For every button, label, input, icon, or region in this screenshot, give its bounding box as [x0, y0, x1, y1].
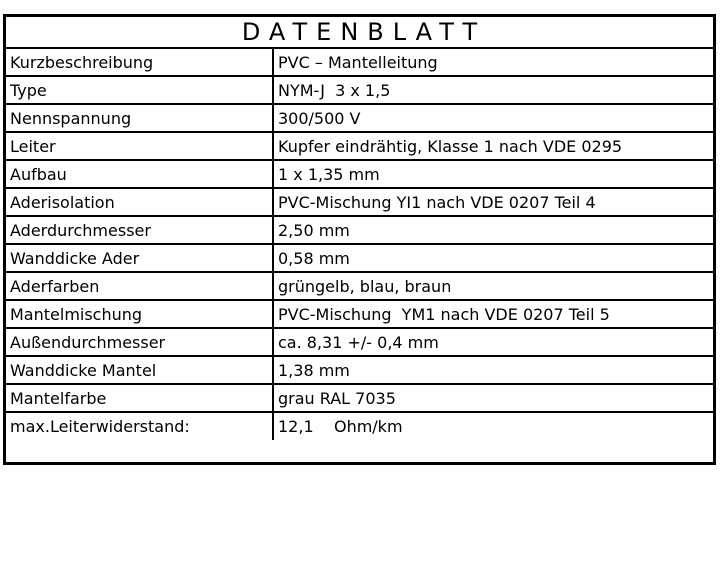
table-row — [6, 48, 713, 76]
table-row — [6, 76, 713, 104]
table-row — [6, 244, 713, 272]
spec-label: Nennspannung — [6, 104, 273, 132]
spec-label: Wanddicke Ader — [6, 244, 273, 272]
spec-value: 300/500 V — [273, 104, 713, 132]
table-row — [6, 216, 713, 244]
table-row — [6, 356, 713, 384]
spec-value: 1 x 1,35 mm — [273, 160, 713, 188]
table-row — [6, 132, 713, 160]
spec-value: Kupfer eindrähtig, Klasse 1 nach VDE 0295 — [273, 132, 713, 160]
table-row — [6, 300, 713, 328]
spec-value: 12,1 Ohm/km — [273, 412, 713, 440]
spec-label: Mantelmischung — [6, 300, 273, 328]
spec-label: Aderisolation — [6, 188, 273, 216]
table-row — [6, 412, 713, 440]
spec-label: Leiter — [6, 132, 273, 160]
table-row — [6, 188, 713, 216]
spec-value: 0,58 mm — [273, 244, 713, 272]
datasheet-title: DATENBLATT — [241, 18, 487, 46]
spec-label: Kurzbeschreibung — [6, 48, 273, 76]
spec-value: grau RAL 7035 — [273, 384, 713, 412]
spec-label: Aufbau — [6, 160, 273, 188]
spec-label: Außendurchmesser — [6, 328, 273, 356]
table-row — [6, 328, 713, 356]
spec-value: PVC-Mischung YI1 nach VDE 0207 Teil 4 — [273, 188, 713, 216]
spec-value: PVC-Mischung YM1 nach VDE 0207 Teil 5 — [273, 300, 713, 328]
datasheet-table — [3, 14, 716, 465]
spec-label: Type — [6, 76, 273, 104]
spec-label: Aderfarben — [6, 272, 273, 300]
table-row — [6, 104, 713, 132]
spec-value: ca. 8,31 +/- 0,4 mm — [273, 328, 713, 356]
spec-value: NYM-J 3 x 1,5 — [273, 76, 713, 104]
spec-value: 1,38 mm — [273, 356, 713, 384]
spec-table — [6, 47, 713, 440]
spec-value: PVC – Mantelleitung — [273, 48, 713, 76]
spec-label: Aderdurchmesser — [6, 216, 273, 244]
spec-label: max.Leiterwiderstand: — [6, 412, 273, 440]
spec-label: Mantelfarbe — [6, 384, 273, 412]
table-row — [6, 384, 713, 412]
spec-label: Wanddicke Mantel — [6, 356, 273, 384]
spec-value: grüngelb, blau, braun — [273, 272, 713, 300]
table-row — [6, 160, 713, 188]
table-row — [6, 272, 713, 300]
spec-value: 2,50 mm — [273, 216, 713, 244]
